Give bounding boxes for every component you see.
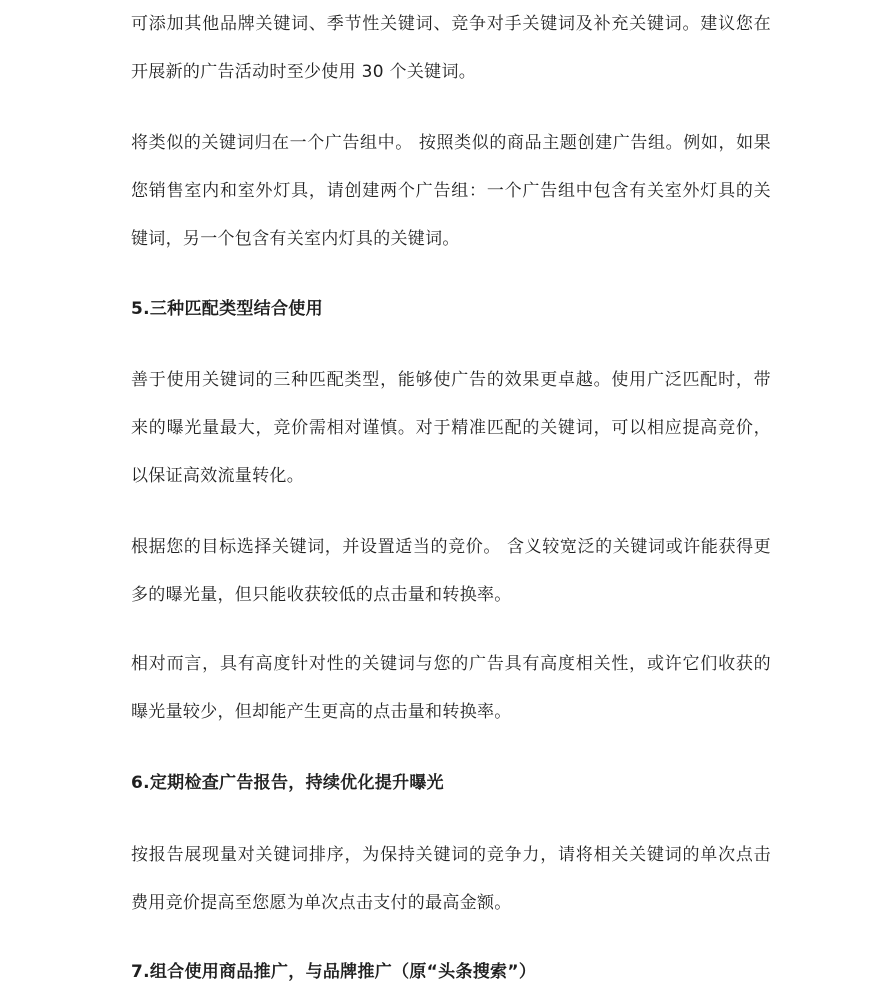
paragraph-ad-groups: 将类似的关键词归在一个广告组中。 按照类似的商品主题创建广告组。例如，如果您销售室内和室外灯具，请创建两个广告组：一个广告组中包含有关室外灯具的关键词，另一个包含有关室内灯具的关键词。	[131, 133, 771, 249]
paragraph-match-types: 善于使用关键词的三种匹配类型，能够使广告的效果更卓越。使用广泛匹配时，带来的曝光量最大，竞价需相对谨慎。对于精准匹配的关键词，可以相应提高竞价，以保证高效流量转化。	[131, 370, 771, 486]
paragraph-keyword-count: 可添加其他品牌关键词、季节性关键词、竞争对手关键词及补充关键词。建议您在开展新的广告活动时至少使用 30 个关键词。	[131, 14, 771, 82]
section-heading-combined-promotion: 7.组合使用商品推广，与品牌推广（原“头条搜索”）	[131, 962, 537, 982]
paragraph-targeted-keywords: 相对而言，具有高度针对性的关键词与您的广告具有高度相关性，或许它们收获的曝光量较少，但却能产生更高的点击量和转换率。	[131, 654, 771, 722]
section-heading-match-types: 5.三种匹配类型结合使用	[131, 299, 323, 319]
paragraph-reports: 按报告展现量对关键词排序，为保持关键词的竞争力，请将相关关键词的单次点击费用竞价提高至您愿为单次点击支付的最高金额。	[131, 845, 771, 913]
section-heading-reports: 6.定期检查广告报告，持续优化提升曝光	[131, 773, 444, 793]
paragraph-bidding: 根据您的目标选择关键词，并设置适当的竞价。 含义较宽泛的关键词或许能获得更多的曝光量，但只能收获较低的点击量和转换率。	[131, 537, 771, 605]
